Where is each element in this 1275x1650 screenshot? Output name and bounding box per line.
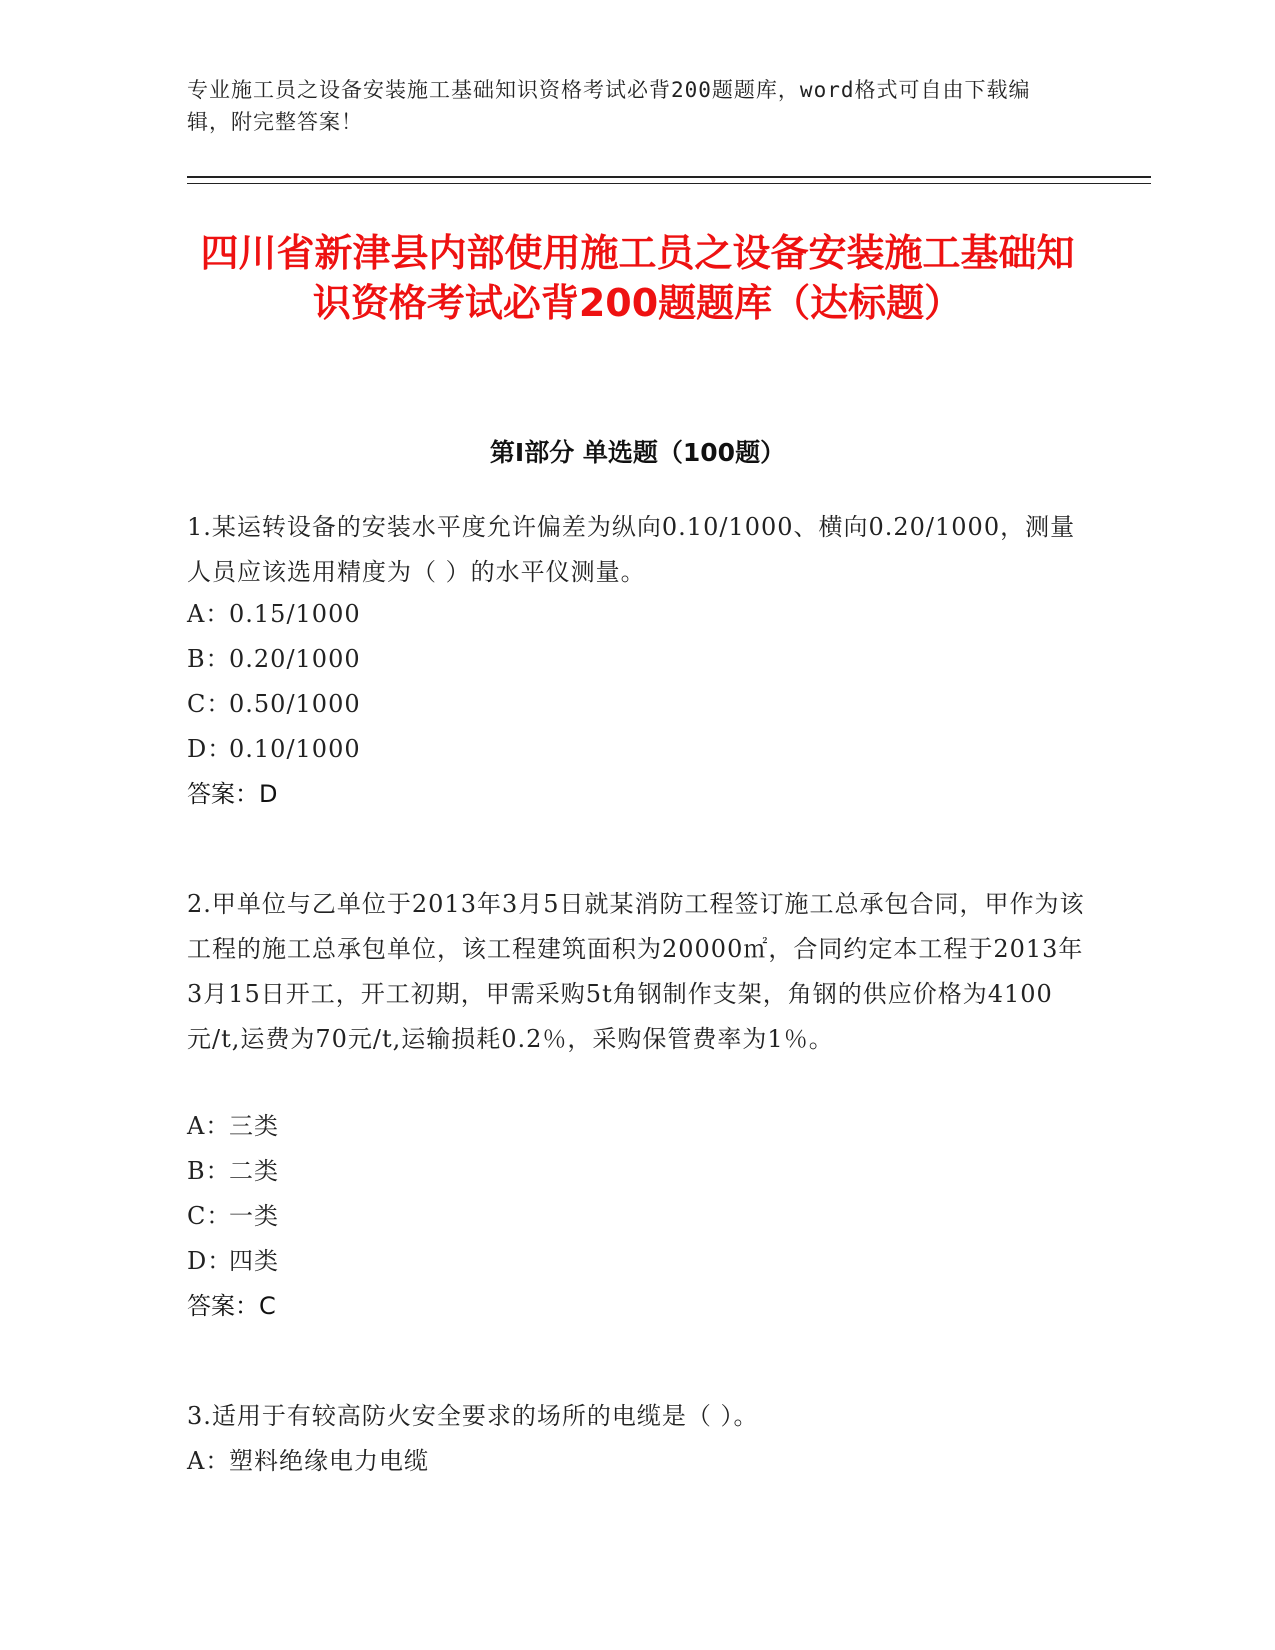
question-1-option-b [187,637,361,682]
document-title: 四川省新津县内部使用施工员之设备安装施工基础知识资格考试必背200题题库（达标题） [200,231,1075,325]
option-text: 0.20/1000 [229,645,361,673]
question-2-option-a [187,1104,279,1149]
option-letter: A： [187,1447,231,1475]
question-1-stem: 1.某运转设备的安装水平度允许偏差为纵向0.10/1000、横向0.20/1000，测量人员应该选用精度为（ ）的水平仪测量。 [187,513,1076,586]
header-rule-thin [187,183,1151,184]
option-letter: A： [187,600,231,628]
question-3-stem: 3.适用于有较高防火安全要求的场所的电缆是（ ）。 [187,1402,759,1430]
option-letter: D： [187,1247,233,1275]
option-letter: B： [187,1157,231,1185]
option-text: 0.10/1000 [229,735,361,763]
question-3-option-a [187,1439,429,1484]
option-letter: D： [187,735,233,763]
question-2-answer: 答案：C [187,1292,276,1320]
question-2-option-b [187,1149,279,1194]
option-text: 0.15/1000 [229,600,361,628]
option-text: 0.50/1000 [229,690,361,718]
option-letter: A： [187,1112,231,1140]
section-heading: 第I部分 单选题（100题） [489,438,786,467]
option-text: 塑料绝缘电力电缆 [229,1447,429,1475]
option-letter: C： [187,1202,232,1230]
header-rule-thick [187,176,1151,178]
question-1-option-d [187,727,361,772]
option-text: 四类 [229,1247,279,1275]
question-2-option-c [187,1194,279,1239]
question-2-option-d [187,1239,279,1284]
option-text: 一类 [229,1202,279,1230]
option-letter: C： [187,690,232,718]
question-1-option-c [187,682,361,727]
option-text: 二类 [229,1157,279,1185]
question-1-answer: 答案：D [187,780,278,808]
option-text: 三类 [229,1112,279,1140]
option-letter: B： [187,645,231,673]
header-note: 专业施工员之设备安装施工基础知识资格考试必背200题题库，word格式可自由下载编辑，附完整答案！ [187,78,1031,134]
question-2-stem: 2.甲单位与乙单位于2013年3月5日就某消防工程签订施工总承包合同，甲作为该工程的施工总承包单位，该工程建筑面积为20000㎡，合同约定本工程于2013年3月15日开工，开工初期，甲需采购5t角钢制作支架，角钢的供应价格为4100元/t,运费为70元/t,运输损耗0.2％，采购保管费率为1％。 [187,890,1085,1053]
question-1-option-a [187,592,361,637]
